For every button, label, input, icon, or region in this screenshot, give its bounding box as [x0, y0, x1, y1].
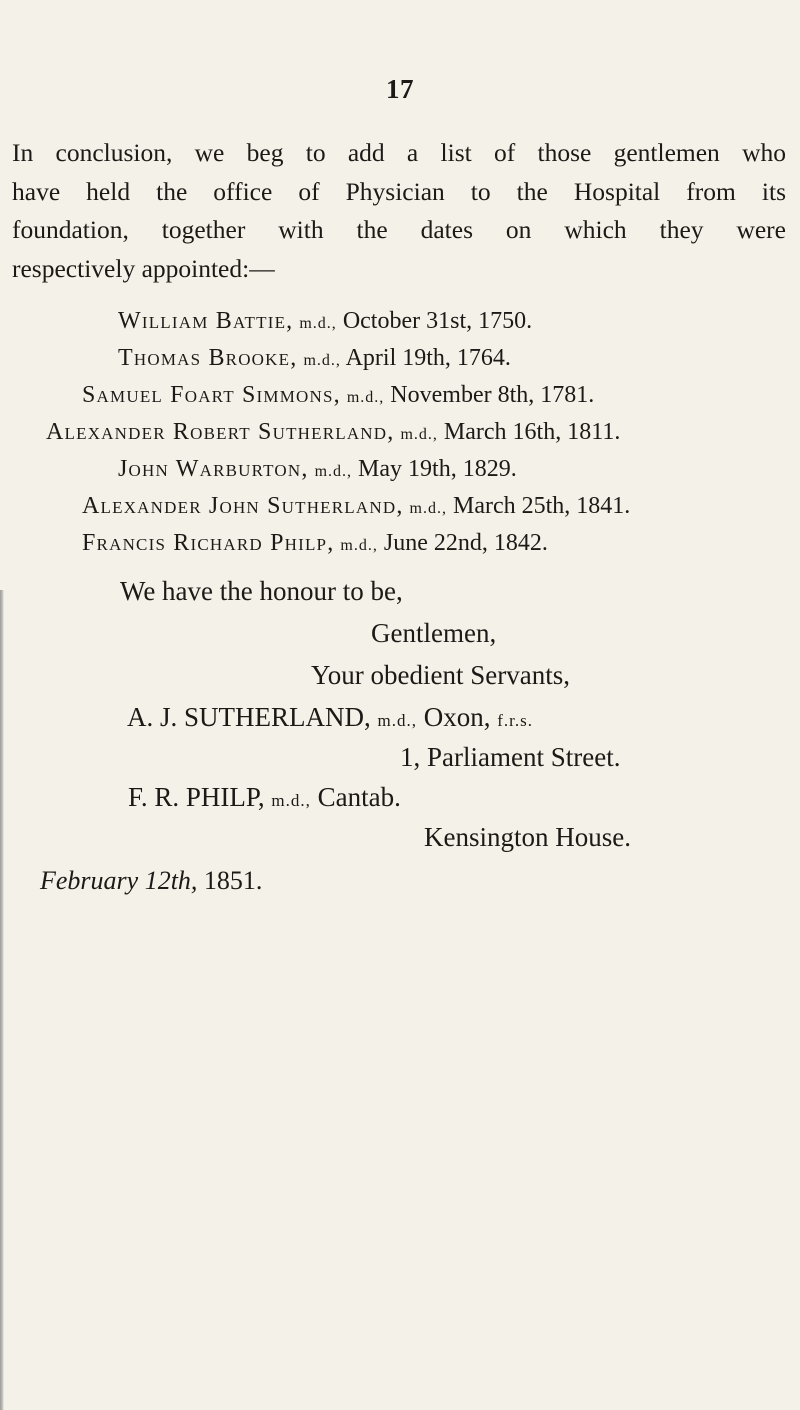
signatory-address: 1, Parliament Street. — [400, 742, 621, 772]
physician-degree: m.d., — [346, 389, 385, 406]
intro-line: have held the office of Physician to the Hospital from its — [12, 176, 786, 206]
physician-degree: m.d., — [299, 315, 337, 332]
date-month-day: February 12th, — [40, 866, 198, 895]
signatory-address: Kensington House. — [424, 822, 631, 852]
intro-line: In conclusion, we beg to add a list of those gentlemen who — [12, 138, 786, 167]
page-number: 17 — [386, 74, 414, 104]
signatory-university: Cantab. — [317, 782, 401, 812]
signatory-name: A. J. SUTHERLAND, — [127, 702, 371, 732]
intro-line: respectively appointed:— — [12, 253, 275, 283]
physician-name: Alexander Robert Sutherland, — [46, 419, 395, 445]
signatory-philp — [128, 782, 401, 813]
physician-entry — [82, 493, 630, 520]
physician-entry — [82, 382, 594, 409]
physician-date: November 8th, 1781. — [390, 382, 595, 408]
physician-name: Alexander John Sutherland, — [82, 493, 404, 519]
signatory-university: Oxon, — [423, 702, 491, 732]
physician-date: May 19th, 1829. — [358, 456, 517, 482]
signatory-honour: f.r.s. — [497, 711, 533, 730]
physician-name: Francis Richard Philp, — [82, 530, 335, 556]
date-year: 1851. — [203, 866, 263, 895]
physician-name: John Warburton, — [118, 456, 309, 482]
physician-date: October 31st, 1750. — [342, 308, 533, 334]
signatory-degree: m.d., — [377, 711, 417, 730]
physician-name: Samuel Foart Simmons, — [82, 382, 341, 408]
physician-degree: m.d., — [400, 426, 438, 443]
physician-date: March 25th, 1841. — [452, 493, 631, 519]
signatory-sutherland — [127, 702, 533, 733]
letter-date — [40, 866, 262, 896]
physician-date: April 19th, 1764. — [345, 345, 511, 371]
physician-name: Thomas Brooke, — [118, 345, 298, 371]
physician-entry — [118, 456, 517, 483]
physician-date: June 22nd, 1842. — [383, 530, 548, 556]
intro-line: foundation, together with the dates on which they were — [12, 215, 786, 244]
physician-degree: m.d., — [340, 537, 378, 554]
physician-date: March 16th, 1811. — [443, 419, 621, 445]
closing-salutation: Gentlemen, — [371, 618, 497, 648]
closing-line: We have the honour to be, — [120, 576, 403, 606]
intro-paragraph — [12, 134, 786, 288]
physician-degree: m.d., — [303, 352, 341, 369]
physician-name: William Battie, — [118, 308, 294, 334]
physician-entry — [82, 530, 548, 557]
signatory-name: F. R. PHILP, — [128, 782, 265, 812]
physician-entry — [118, 308, 532, 335]
closing-line: Your obedient Servants, — [311, 660, 570, 690]
physician-entry — [46, 419, 620, 446]
physician-entry — [118, 345, 511, 372]
physician-degree: m.d., — [314, 463, 353, 480]
physician-degree: m.d., — [409, 500, 447, 517]
signatory-degree: m.d., — [271, 791, 311, 810]
binding-edge — [0, 590, 4, 1410]
